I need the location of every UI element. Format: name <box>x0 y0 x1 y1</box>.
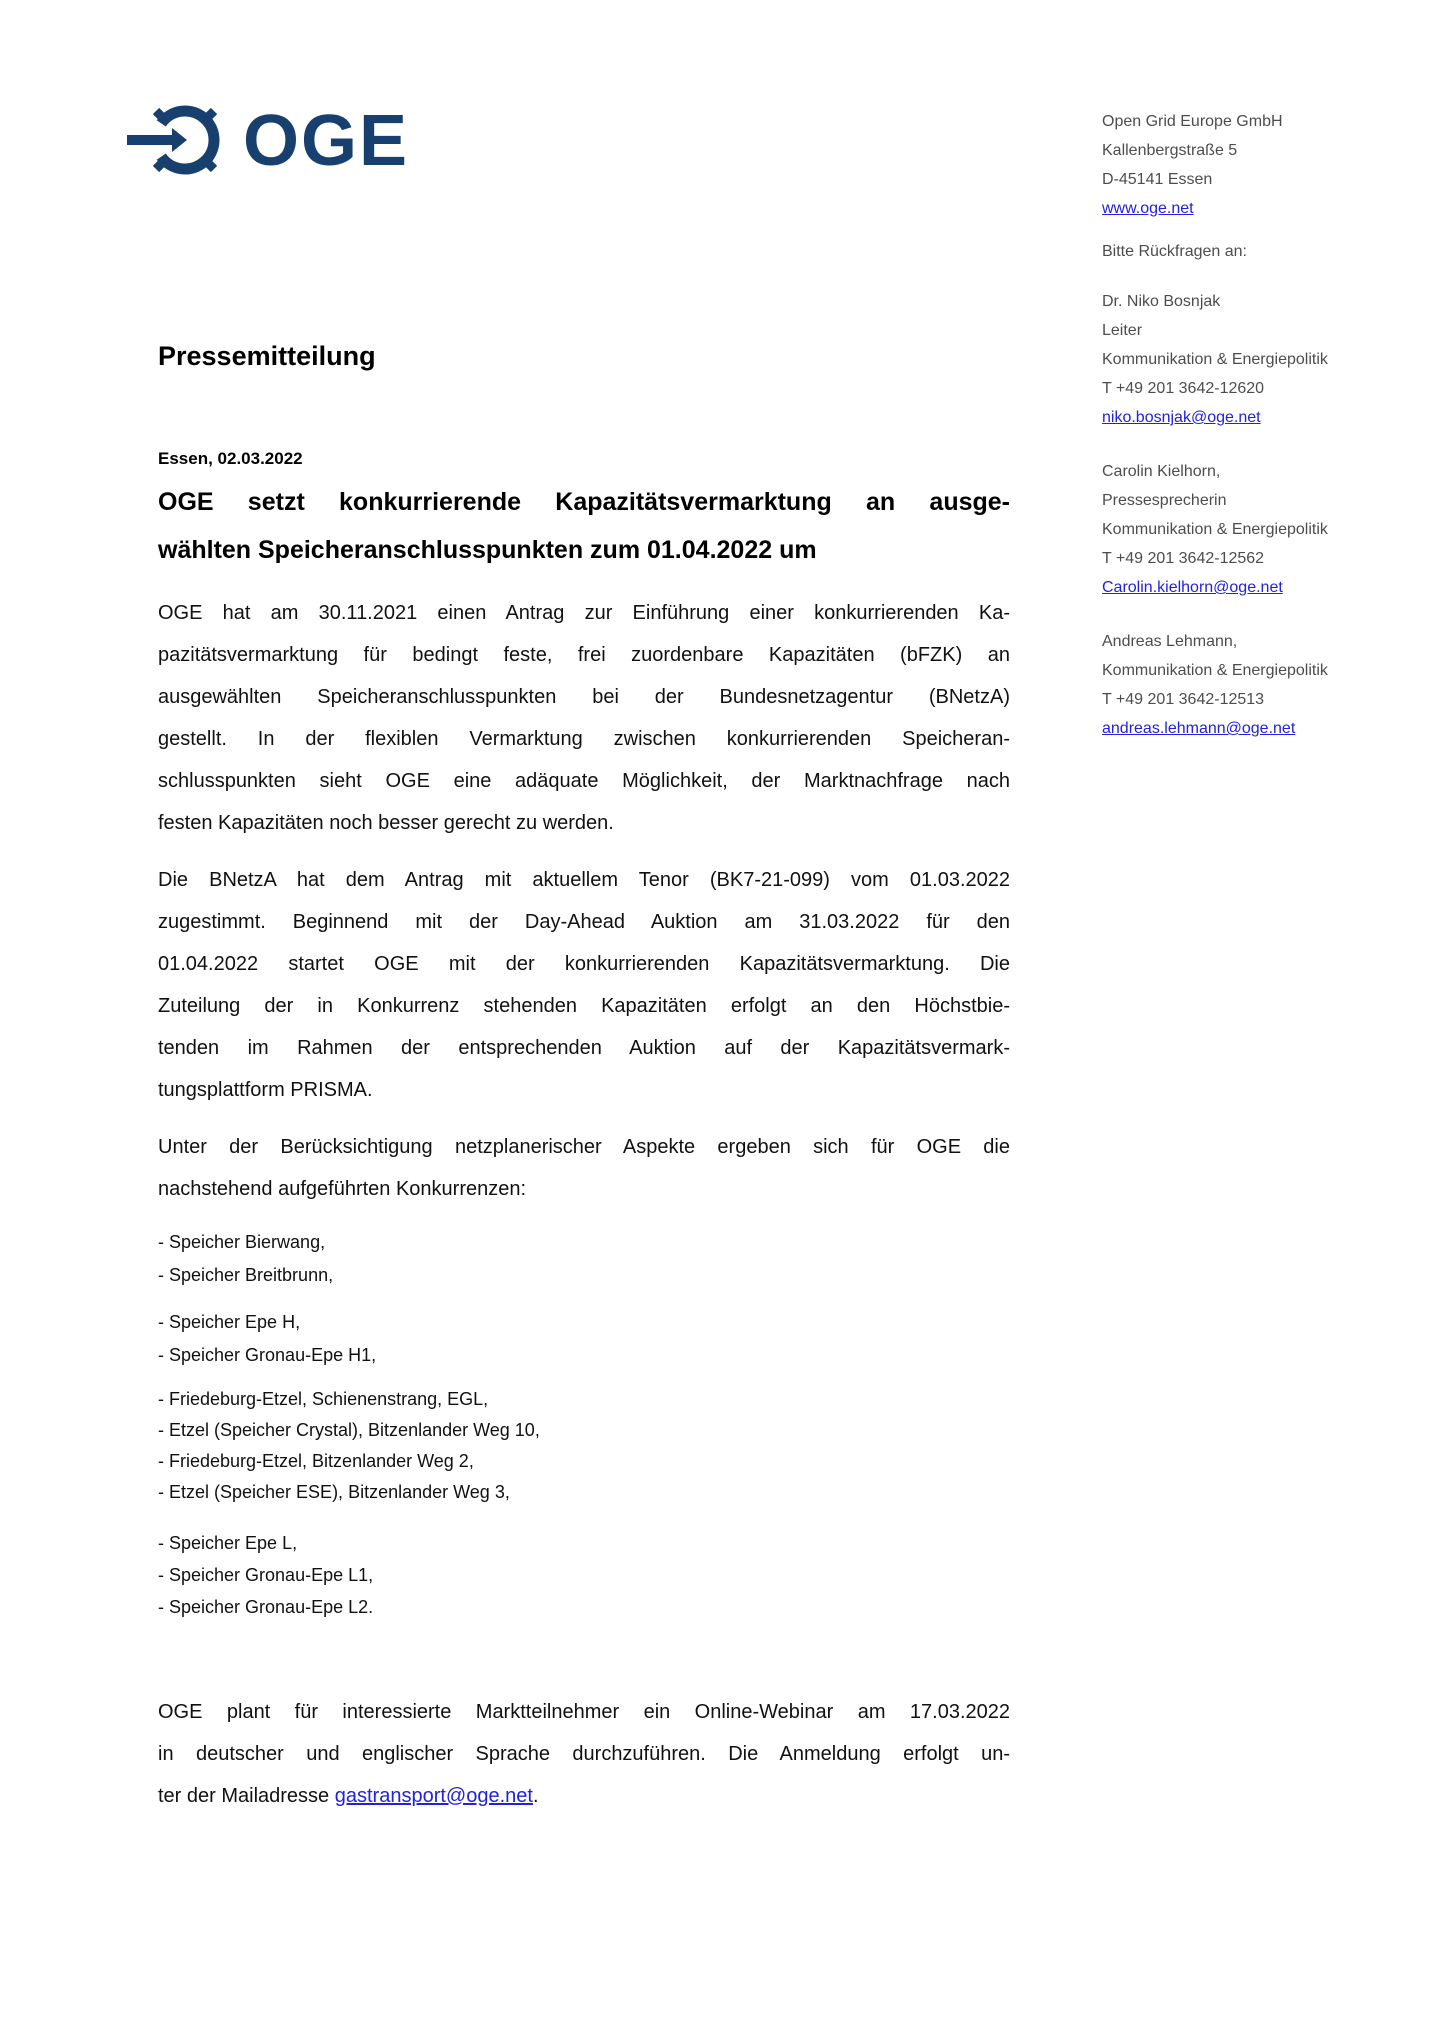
text-line: Zuteilung der in Konkurrenz stehenden Kapazitäten erfolgt an den Höchstbie- <box>158 995 1010 1017</box>
closing-last-line <box>158 1775 1010 1817</box>
storage-list-group <box>158 1384 1010 1508</box>
text-line: - Speicher Gronau-Epe H1, <box>158 1345 377 1365</box>
company-street: Kallenbergstraße 5 <box>1102 142 1238 159</box>
text-line: - Friedeburg-Etzel, Schienenstrang, EGL, <box>158 1389 489 1409</box>
contact-role: Pressesprecherin <box>1102 492 1227 509</box>
contact-dept: Kommunikation & Energiepolitik <box>1102 521 1328 538</box>
text-line: - Etzel (Speicher ESE), Bitzenlander Weg 3, <box>158 1482 510 1502</box>
contact-card <box>1102 287 1372 432</box>
contact-name: Andreas Lehmann, <box>1102 633 1238 650</box>
text-line: in deutscher und englischer Sprache durchzuführen. Die Anmeldung erfolgt un- <box>158 1743 1010 1765</box>
text-line: - Speicher Breitbrunn, <box>158 1265 334 1285</box>
contact-role: Leiter <box>1102 322 1143 339</box>
closing-lines <box>158 1691 1010 1775</box>
text-line: pazitätsvermarktung für bedingt feste, frei zuordenbare Kapazitäten (bFZK) an <box>158 644 1010 666</box>
paragraph <box>158 592 1010 844</box>
text-line: - Speicher Gronau-Epe L2. <box>158 1597 374 1617</box>
contact-card <box>1102 627 1372 743</box>
spacer <box>1102 602 1372 627</box>
text-line: Die BNetzA hat dem Antrag mit aktuellem Tenor (BK7-21-099) vom 01.03.2022 <box>158 869 1010 891</box>
text-line: tenden im Rahmen der entsprechenden Auktion auf der Kapazitätsvermark- <box>158 1037 1010 1059</box>
closing-paragraph <box>158 1691 1010 1817</box>
text-line: zugestimmt. Beginnend mit der Day-Ahead Auktion am 31.03.2022 für den <box>158 911 1010 933</box>
closing-suffix: . <box>532 1785 539 1807</box>
spacer <box>1102 223 1372 237</box>
text-line: nachstehend aufgeführten Konkurrenzen: <box>158 1178 527 1200</box>
text-line: OGE setzt konkurrierende Kapazitätsvermarktung an ausge- <box>158 488 1010 516</box>
spacer <box>1102 266 1372 287</box>
page-title: Pressemitteilung <box>158 341 376 371</box>
contact-dept: Kommunikation & Energiepolitik <box>1102 662 1328 679</box>
text-line: - Speicher Epe H, <box>158 1312 301 1332</box>
company-city: D-45141 Essen <box>1102 171 1213 188</box>
webinar-email-link[interactable]: gastransport@oge.net <box>334 1785 533 1807</box>
contact-phone: T +49 201 3642-12513 <box>1102 691 1265 708</box>
paragraph <box>158 859 1010 1111</box>
text-line: OGE hat am 30.11.2021 einen Antrag zur Einführung einer konkurrierenden Ka- <box>158 602 1010 624</box>
oge-logo-text: OGE <box>243 101 410 181</box>
text-line: festen Kapazitäten noch besser gerecht zu werden. <box>158 812 614 834</box>
storage-list-group <box>158 1527 1010 1623</box>
company-name: Open Grid Europe GmbH <box>1102 113 1283 130</box>
text-line: - Etzel (Speicher Crystal), Bitzenlander Weg 10, <box>158 1420 540 1440</box>
inquiries-label: Bitte Rückfragen an: <box>1102 243 1247 260</box>
contact-name: Carolin Kielhorn, <box>1102 463 1221 480</box>
text-line: - Speicher Bierwang, <box>158 1232 326 1252</box>
text-line: wählten Speicheranschlusspunkten zum 01.04.2022 um <box>158 536 817 564</box>
text-line: Unter der Berücksichtigung netzplanerischer Aspekte ergeben sich für OGE die <box>158 1136 1010 1158</box>
text-line: - Friedeburg-Etzel, Bitzenlander Weg 2, <box>158 1451 474 1471</box>
contact-email-link[interactable]: andreas.lehmann@oge.net <box>1102 720 1296 737</box>
text-line: - Speicher Gronau-Epe L1, <box>158 1565 374 1585</box>
text-line: 01.04.2022 startet OGE mit der konkurrierenden Kapazitätsvermarktung. Die <box>158 953 1010 975</box>
contact-email-link[interactable]: niko.bosnjak@oge.net <box>1102 409 1261 426</box>
oge-logo <box>125 96 409 186</box>
contact-name: Dr. Niko Bosnjak <box>1102 293 1221 310</box>
storage-list-group <box>158 1306 1010 1372</box>
company-website-link[interactable]: www.oge.net <box>1102 200 1194 217</box>
storage-list-group <box>158 1226 1010 1292</box>
headline <box>158 478 1010 574</box>
contact-card <box>1102 457 1372 602</box>
text-line: OGE plant für interessierte Marktteilnehmer ein Online-Webinar am 17.03.2022 <box>158 1701 1010 1723</box>
text-line: tungsplattform PRISMA. <box>158 1079 373 1101</box>
text-line: ausgewählten Speicheranschlusspunkten bei der Bundesnetzagentur (BNetzA) <box>158 686 1010 708</box>
oge-flow-circle-icon <box>125 96 229 186</box>
contact-phone: T +49 201 3642-12620 <box>1102 380 1265 397</box>
text-line: - Speicher Epe L, <box>158 1533 298 1553</box>
spacer <box>1102 432 1372 457</box>
contact-sidebar <box>1102 107 1372 743</box>
contact-dept: Kommunikation & Energiepolitik <box>1102 351 1328 368</box>
text-line: schlusspunkten sieht OGE eine adäquate Möglichkeit, der Marktnachfrage nach <box>158 770 1010 792</box>
paragraph <box>158 1126 1010 1210</box>
contact-phone: T +49 201 3642-12562 <box>1102 550 1265 567</box>
contact-email-link[interactable]: Carolin.kielhorn@oge.net <box>1102 579 1283 596</box>
text-line: gestellt. In der flexiblen Vermarktung zwischen konkurrierenden Speicheran- <box>158 728 1010 750</box>
closing-prefix: ter der Mailadresse <box>158 1785 335 1807</box>
dateline: Essen, 02.03.2022 <box>158 449 303 468</box>
